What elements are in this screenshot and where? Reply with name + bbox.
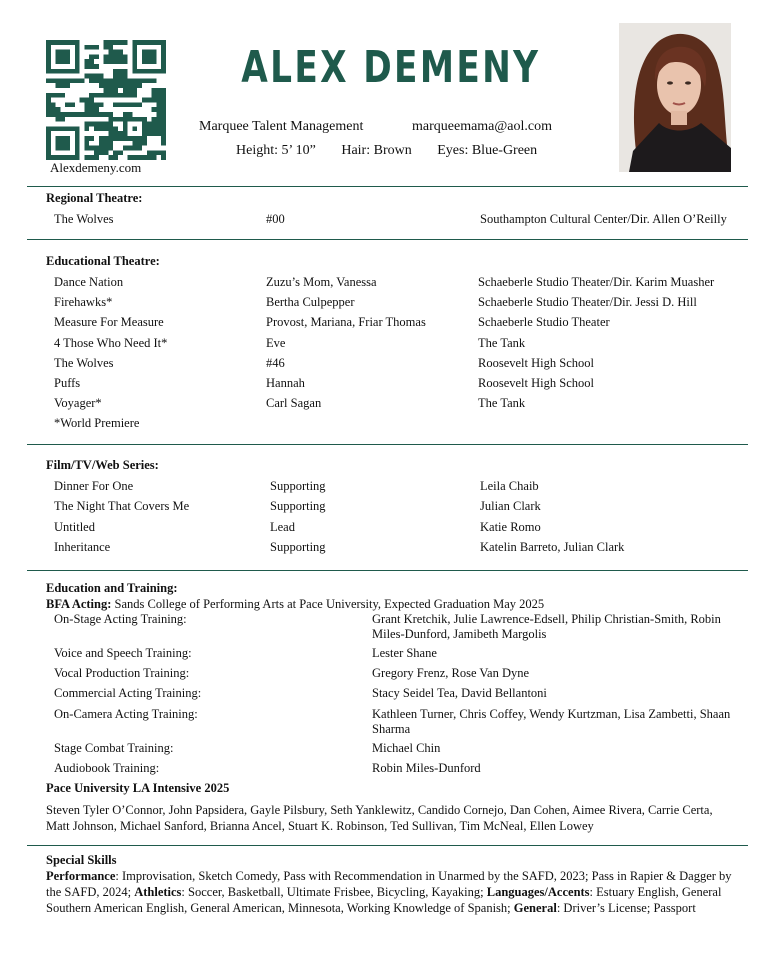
credit-row bbox=[54, 520, 748, 540]
website-link[interactable]: Alexdemeny.com bbox=[50, 160, 142, 175]
divider bbox=[27, 239, 748, 240]
training-instructors: Robin Miles-Dunford bbox=[372, 761, 481, 775]
eyes-text: Eyes: Blue-Green bbox=[437, 143, 538, 158]
credit-role: Bertha Culpepper bbox=[266, 295, 355, 310]
credit-show: The Wolves bbox=[54, 212, 114, 226]
athletics-label: Athletics bbox=[134, 885, 182, 899]
credit-venue: Schaeberle Studio Theater/Dir. Karim Muasher bbox=[478, 275, 715, 289]
credit-role: Provost, Mariana, Friar Thomas bbox=[266, 315, 426, 330]
general-text: : Driver’s License; Passport bbox=[556, 901, 696, 915]
training-instructors: Grant Kretchik, Julie Lawrence-Edsell, Philip Christian-Smith, Robin Miles-Dunford, Jamibeth Margolis bbox=[372, 612, 721, 641]
credit-show: Dinner For One bbox=[54, 479, 134, 493]
credit-venue: Roosevelt High School bbox=[478, 355, 594, 370]
training-label: Stage Combat Training: bbox=[54, 741, 174, 755]
athletics-text: : Soccer, Basketball, Ultimate Frisbee, Bicycling, Kayaking; bbox=[181, 885, 487, 899]
page-title: ALEX DEMENY bbox=[241, 42, 541, 93]
qr-code[interactable] bbox=[46, 40, 166, 160]
languages-text: : Estuary English, General Southern American English, General American, Minnesota, Working Knowledge of Spanish; bbox=[46, 885, 722, 915]
credit-row bbox=[54, 295, 748, 315]
credit-row bbox=[54, 479, 748, 499]
email-link[interactable]: marqueemama@aol.com bbox=[412, 119, 552, 134]
training-label: On-Camera Acting Training: bbox=[54, 707, 198, 721]
credit-venue: Katie Romo bbox=[480, 519, 541, 534]
credit-row bbox=[54, 315, 748, 335]
general-label: General bbox=[513, 901, 557, 915]
credit-venue: The Tank bbox=[478, 335, 526, 350]
credit-show: Inheritance bbox=[54, 539, 111, 554]
bfa-line bbox=[46, 597, 544, 612]
headshot-photo bbox=[619, 23, 731, 172]
credit-show: Dance Nation bbox=[54, 275, 124, 289]
height-text: Height: 5’ 10” bbox=[236, 143, 316, 158]
training-instructors: Michael Chin bbox=[372, 741, 441, 755]
divider bbox=[27, 570, 748, 571]
credit-show: 4 Those Who Need It* bbox=[54, 335, 168, 350]
credit-role: #00 bbox=[266, 212, 285, 226]
credit-show: The Night That Covers Me bbox=[54, 499, 190, 514]
bfa-label: BFA Acting: bbox=[46, 597, 112, 611]
training-instructors: Kathleen Turner, Chris Coffey, Wendy Kurtzman, Lisa Zambetti, Shaan Sharma bbox=[372, 707, 731, 736]
physical-stats bbox=[236, 143, 537, 159]
credit-row bbox=[54, 336, 748, 356]
section-heading-education: Education and Training: bbox=[46, 581, 178, 595]
credit-role: Supporting bbox=[270, 499, 326, 514]
section-heading-film: Film/TV/Web Series: bbox=[46, 458, 159, 472]
credit-role: Supporting bbox=[270, 479, 326, 493]
credit-row bbox=[54, 212, 748, 232]
credit-venue: Roosevelt High School bbox=[478, 376, 594, 390]
training-instructors: Gregory Frenz, Rose Van Dyne bbox=[372, 666, 530, 680]
la-intensive-heading: Pace University LA Intensive 2025 bbox=[46, 781, 230, 795]
credit-role: Hannah bbox=[266, 376, 305, 390]
training-label: Audiobook Training: bbox=[54, 761, 160, 775]
training-label: Commercial Acting Training: bbox=[54, 686, 202, 700]
credit-role: Carl Sagan bbox=[266, 396, 322, 411]
credit-row bbox=[54, 499, 748, 519]
divider bbox=[27, 444, 748, 445]
credit-venue: Julian Clark bbox=[480, 499, 541, 514]
credit-venue: Leila Chaib bbox=[480, 479, 539, 493]
credit-venue: Katelin Barreto, Julian Clark bbox=[480, 539, 625, 554]
credit-row bbox=[54, 356, 748, 376]
languages-label: Languages/Accents bbox=[486, 885, 590, 899]
section-heading-skills: Special Skills bbox=[46, 853, 117, 867]
divider bbox=[27, 845, 748, 846]
training-label: On-Stage Acting Training: bbox=[54, 612, 187, 626]
hair-text: Hair: Brown bbox=[341, 143, 412, 158]
credit-role: Supporting bbox=[270, 539, 326, 554]
divider bbox=[27, 186, 748, 187]
performance-text: : Improvisation, Sketch Comedy, Pass with Recommendation in Unarmed by the SAFD, 2023; Pass in Rapier & Dagger by the SAFD, 2024; bbox=[46, 869, 732, 899]
credit-row bbox=[54, 540, 748, 560]
credit-venue: The Tank bbox=[478, 396, 526, 411]
credit-row bbox=[54, 376, 748, 396]
training-instructors: Stacy Seidel Tea, David Bellantoni bbox=[372, 686, 547, 700]
credit-show: Voyager* bbox=[54, 396, 102, 411]
credit-show: Untitled bbox=[54, 519, 95, 534]
credit-row bbox=[54, 396, 748, 416]
training-label: Voice and Speech Training: bbox=[54, 646, 192, 660]
footnote: *World Premiere bbox=[54, 416, 140, 430]
credit-show: Puffs bbox=[54, 376, 81, 390]
section-heading-regional: Regional Theatre: bbox=[46, 191, 143, 205]
skills-text bbox=[46, 868, 736, 916]
credit-venue: Southampton Cultural Center/Dir. Allen O’Reilly bbox=[480, 212, 727, 226]
agency-name: Marquee Talent Management bbox=[199, 119, 364, 134]
credit-role: Lead bbox=[270, 519, 295, 534]
section-heading-educational: Educational Theatre: bbox=[46, 254, 160, 268]
performance-label: Performance bbox=[46, 869, 116, 883]
credit-venue: Schaeberle Studio Theater/Dir. Jessi D. Hill bbox=[478, 295, 697, 310]
training-label: Vocal Production Training: bbox=[54, 666, 190, 680]
credit-show: The Wolves bbox=[54, 355, 114, 370]
credit-show: Firehawks* bbox=[54, 295, 113, 310]
credit-row bbox=[54, 275, 748, 295]
bfa-text: Sands College of Performing Arts at Pace University, Expected Graduation May 2025 bbox=[111, 597, 545, 611]
credit-role: Zuzu’s Mom, Vanessa bbox=[266, 275, 377, 289]
credit-role: #46 bbox=[266, 355, 285, 370]
training-instructors: Lester Shane bbox=[372, 646, 437, 660]
credit-venue: Schaeberle Studio Theater bbox=[478, 315, 610, 330]
credit-show: Measure For Measure bbox=[54, 315, 164, 330]
credit-role: Eve bbox=[266, 335, 286, 350]
la-intensive-text: Steven Tyler O’Connor, John Papsidera, Gayle Pilsbury, Seth Yanklewitz, Candido Cornejo, Dan Cohen, Aimee Rivera, Carrie Certa, Matt Johnson, Michael Sanford, Brianna Ancel, Stuart K. Robinson, Ted Sullivan, Tim McNeal, Ellen Lowey bbox=[46, 803, 713, 833]
